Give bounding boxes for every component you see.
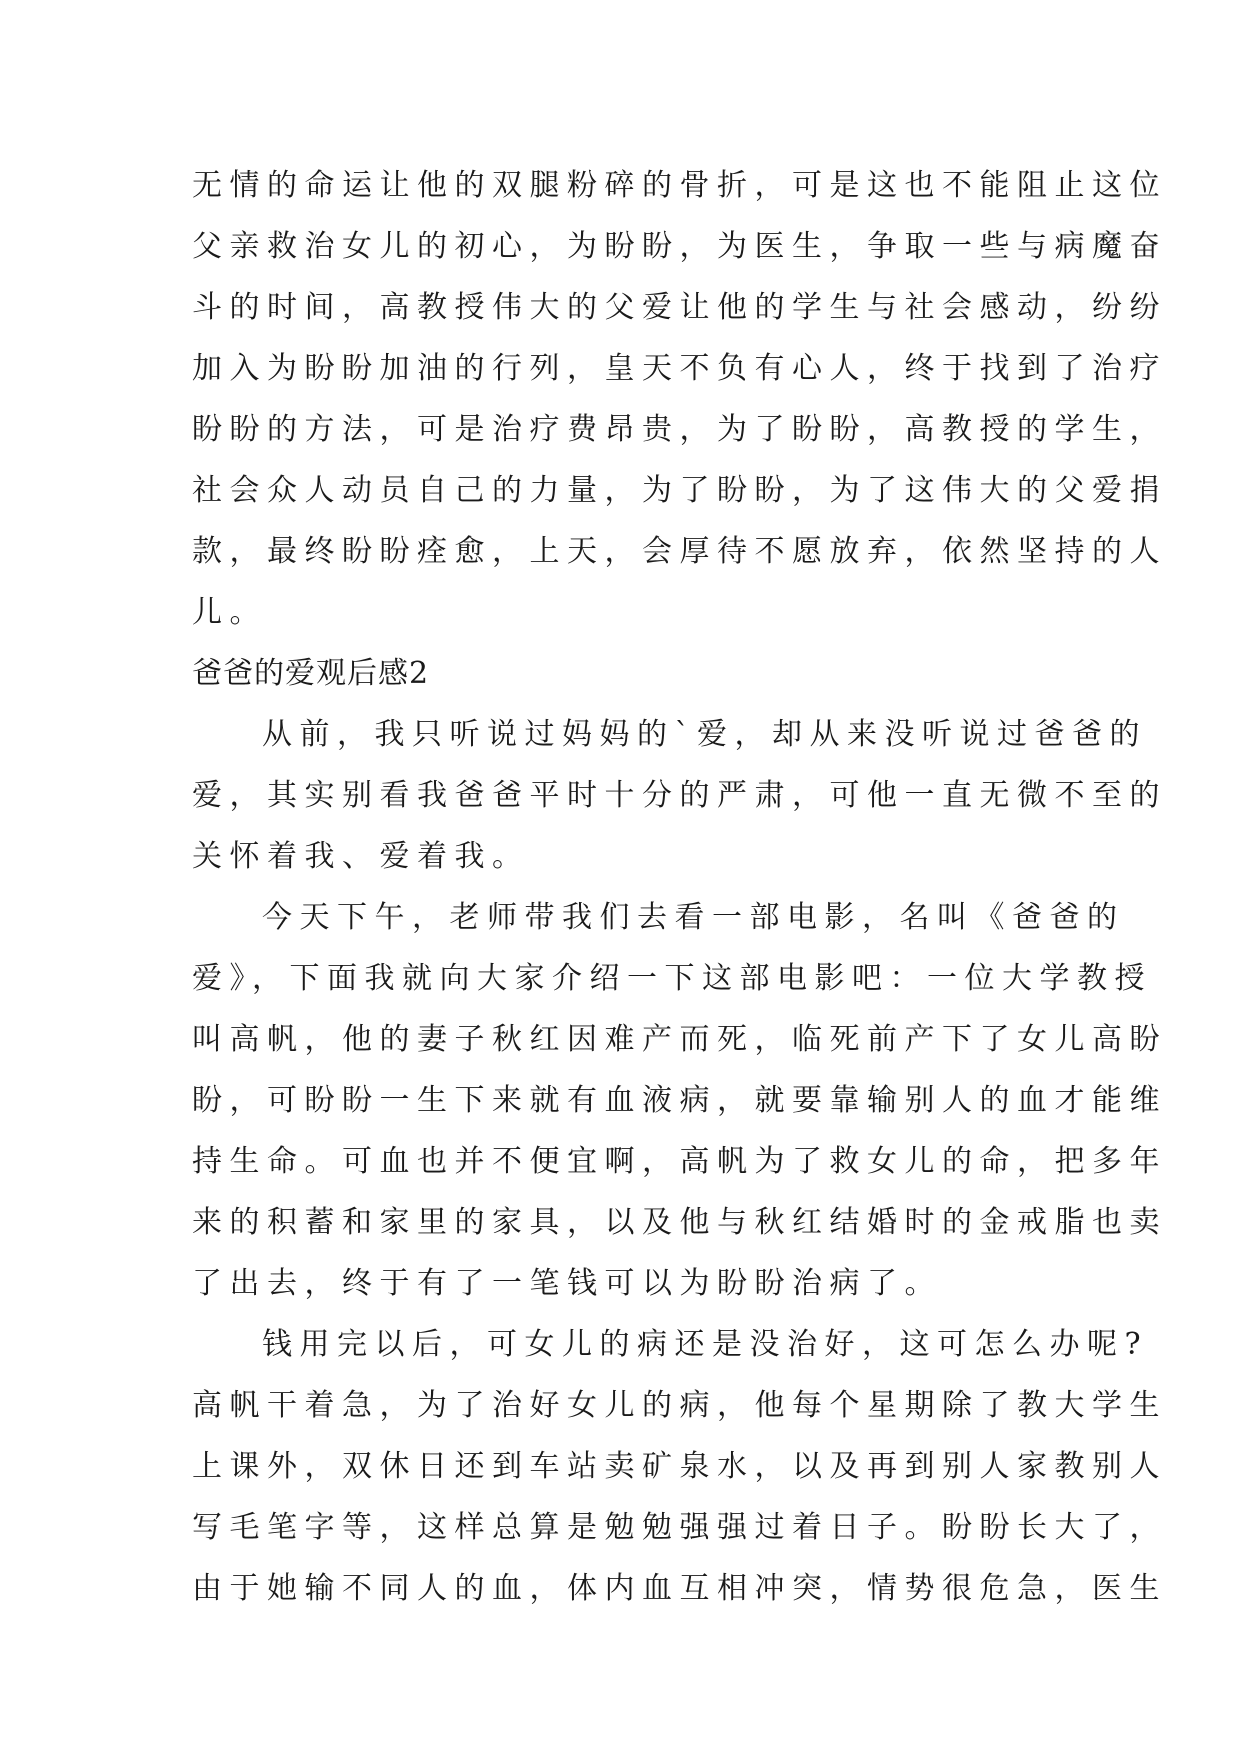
paragraph-line: 上课外，双休日还到车站卖矿泉水，以及再到别人家教别人	[192, 1449, 1167, 1484]
paragraph-line: 爱，其实别看我爸爸平时十分的严肃，可他一直无微不至的	[192, 778, 1167, 813]
paragraph-line: 盼，可盼盼一生下来就有血液病，就要靠输别人的血才能维	[192, 1083, 1167, 1118]
paragraph-line: 儿。	[192, 595, 267, 630]
section-heading: 爸爸的爱观后感2	[192, 656, 430, 691]
paragraph-line: 盼盼的方法，可是治疗费昂贵，为了盼盼，高教授的学生，	[192, 412, 1167, 447]
paragraph-line: 社会众人动员自己的力量，为了盼盼，为了这伟大的父爱捐	[192, 473, 1167, 508]
paragraph-line: 高帆干着急，为了治好女儿的病，他每个星期除了教大学生	[192, 1388, 1167, 1423]
paragraph-line: 了出去，终于有了一笔钱可以为盼盼治病了。	[192, 1266, 942, 1301]
paragraph-line: 爱》，下面我就向大家介绍一下这部电影吧：一位大学教授	[192, 961, 1152, 996]
paragraph-1	[192, 155, 1167, 643]
document-body	[192, 155, 1167, 1619]
paragraph-line: 从前，我只听说过妈妈的`爱，却从来没听说过爸爸的	[262, 717, 1147, 752]
paragraph-line: 斗的时间，高教授伟大的父爱让他的学生与社会感动，纷纷	[192, 290, 1167, 325]
paragraph-2	[192, 704, 1167, 887]
paragraph-line: 写毛笔字等，这样总算是勉勉强强过着日子。盼盼长大了，	[192, 1510, 1167, 1545]
paragraph-line: 来的积蓄和家里的家具，以及他与秋红结婚时的金戒脂也卖	[192, 1205, 1167, 1240]
paragraph-line: 加入为盼盼加油的行列，皇天不负有心人，终于找到了治疗	[192, 351, 1167, 386]
paragraph-line: 无情的命运让他的双腿粉碎的骨折，可是这也不能阻止这位	[192, 168, 1167, 203]
paragraph-line: 关怀着我、爱着我。	[192, 839, 530, 874]
paragraph-line: 钱用完以后，可女儿的病还是没治好，这可怎么办呢?	[262, 1327, 1149, 1362]
paragraph-3	[192, 887, 1167, 1314]
paragraph-line: 由于她输不同人的血，体内血互相冲突，情势很危急，医生	[192, 1571, 1167, 1606]
paragraph-line: 今天下午，老师带我们去看一部电影，名叫《爸爸的	[262, 900, 1125, 935]
paragraph-4	[192, 1314, 1167, 1619]
paragraph-line: 父亲救治女儿的初心，为盼盼，为医生，争取一些与病魔奋	[192, 229, 1167, 264]
paragraph-line: 款，最终盼盼痊愈，上天，会厚待不愿放弃，依然坚持的人	[192, 534, 1167, 569]
paragraph-line: 持生命。可血也并不便宜啊，高帆为了救女儿的命，把多年	[192, 1144, 1167, 1179]
paragraph-line: 叫高帆，他的妻子秋红因难产而死，临死前产下了女儿高盼	[192, 1022, 1167, 1057]
